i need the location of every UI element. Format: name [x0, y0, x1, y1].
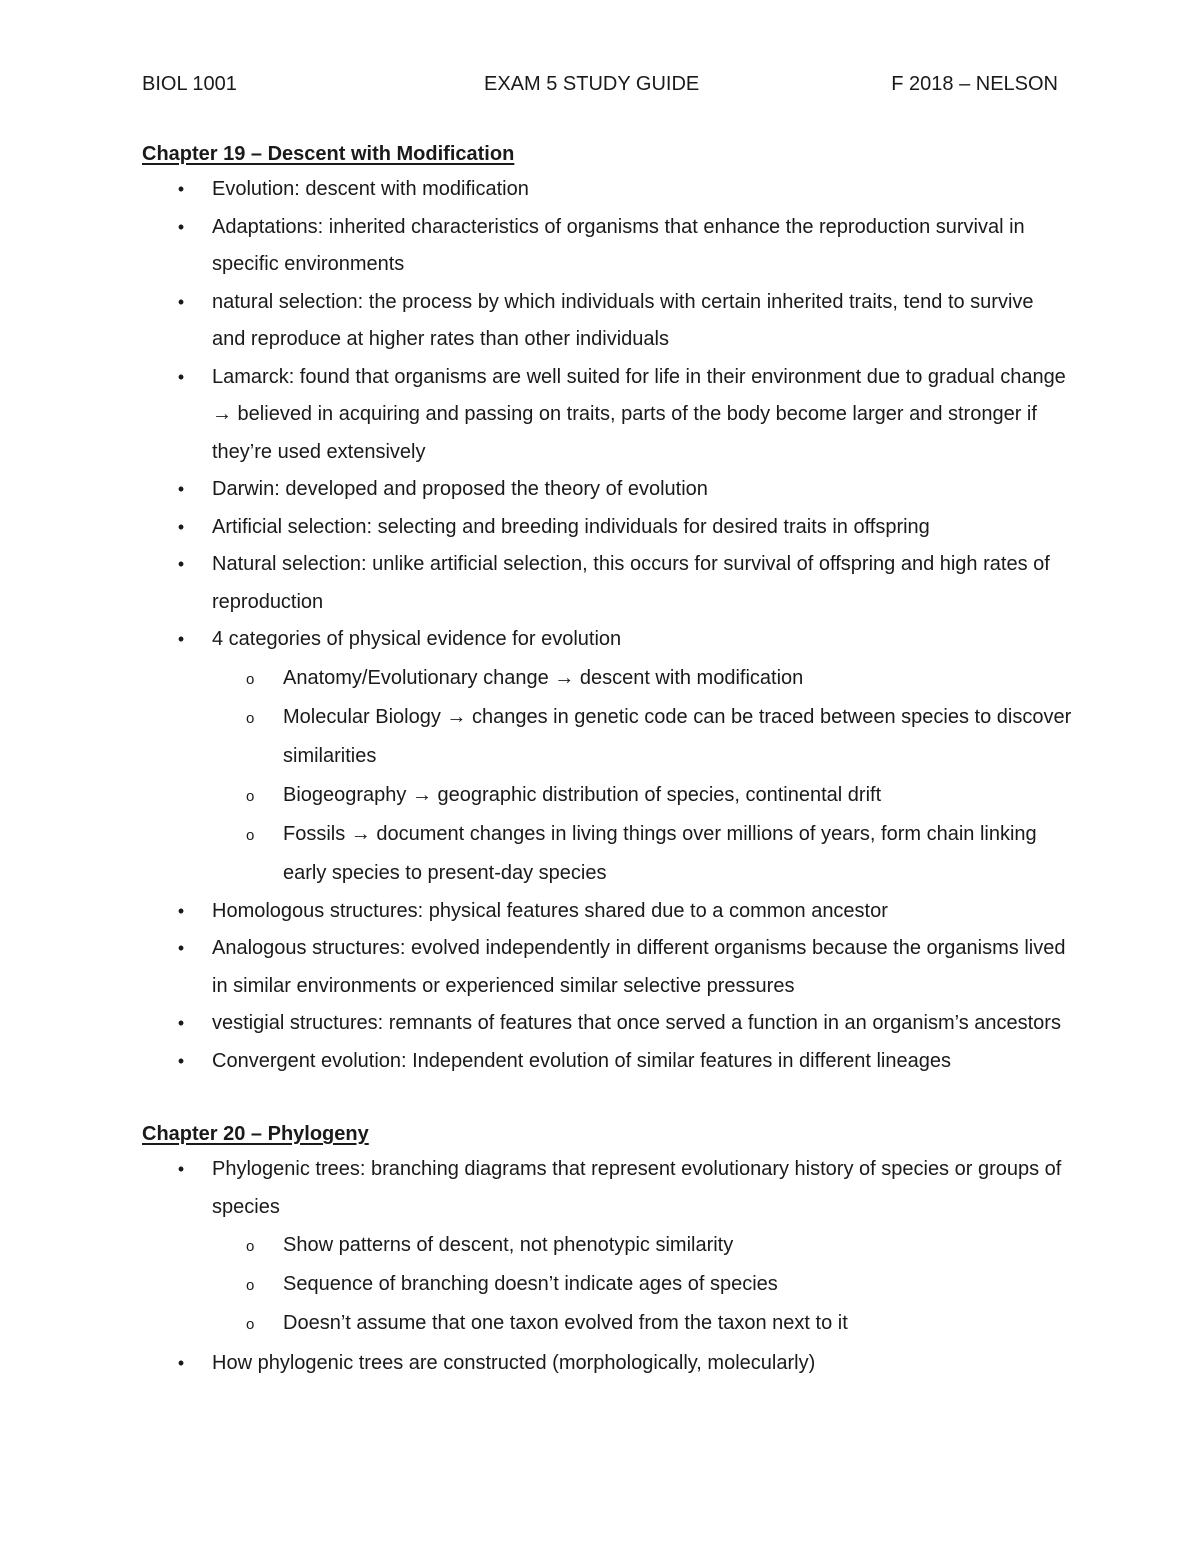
chapter-20-title: Chapter 20 – Phylogeny	[142, 1123, 369, 1145]
bullet-icon: •	[177, 366, 185, 387]
bullet-icon: •	[177, 216, 185, 237]
list-item-text: Darwin: developed and proposed the theory of evolution	[212, 478, 708, 500]
list-item-text: vestigial structures: remnants of features that once served a function in an organism’s ancestors	[212, 1012, 1061, 1034]
sub-list-item-text: Show patterns of descent, not phenotypic similarity	[283, 1234, 734, 1256]
header-term-instructor: F 2018 – NELSON	[891, 73, 1058, 95]
list-item-text: Artificial selection: selecting and breeding individuals for desired traits in offspring	[212, 515, 930, 538]
list-item-text: Convergent evolution: Independent evolution of similar features in different lineages	[212, 1049, 951, 1072]
list-item	[142, 1151, 1072, 1345]
sub-list-item-text: Fossils → document changes in living things over millions of years, form chain linking early species to present-day species	[283, 822, 1037, 884]
list-item	[142, 930, 1072, 1005]
list-item	[142, 1005, 1072, 1043]
bullet-icon: •	[177, 629, 185, 649]
list-item	[142, 359, 1072, 472]
chapter-20-list	[142, 1151, 1072, 1383]
phylogenic-trees-sublist	[212, 1226, 1072, 1345]
list-item	[142, 1345, 1072, 1383]
sub-list-item-text: Biogeography → geographic distribution of species, continental drift	[283, 783, 882, 806]
bullet-icon: •	[177, 1013, 185, 1033]
list-item-text: Analogous structures: evolved independently in different organisms because the organisms lived in similar environments or experienced similar selective pressures	[212, 937, 1066, 997]
circle-bullet-icon: o	[246, 1316, 255, 1333]
bullet-icon: •	[177, 291, 185, 312]
bullet-icon: •	[177, 900, 185, 921]
chapter-19-list	[142, 171, 1072, 1080]
list-item-text: Homologous structures: physical features shared due to a common ancestor	[212, 899, 888, 922]
list-item-text: Lamarck: found that organisms are well suited for life in their environment due to gradual change → believed in acquiring and passing on traits, parts of the body become larger and stronger if they’re used extensively	[212, 365, 1066, 463]
list-item-text: Adaptations: inherited characteristics of organisms that enhance the reproduction survival in specific environments	[212, 215, 1025, 275]
list-item	[142, 171, 1072, 209]
chapter-19-title: Chapter 19 – Descent with Modification	[142, 143, 515, 165]
bullet-icon: •	[177, 179, 185, 199]
circle-bullet-icon: o	[246, 1277, 255, 1294]
sub-list-item	[212, 659, 1072, 698]
list-item-text: 4 categories of physical evidence for evolution	[212, 628, 622, 650]
circle-bullet-icon: o	[246, 1238, 255, 1255]
bullet-icon: •	[177, 1050, 185, 1071]
sub-list-item	[212, 1304, 1072, 1345]
sub-list-item	[212, 815, 1072, 893]
header-course: BIOL 1001	[142, 73, 237, 95]
sub-list-item	[212, 1226, 1072, 1265]
list-item	[142, 893, 1072, 931]
header-title: EXAM 5 STUDY GUIDE	[484, 73, 700, 95]
circle-bullet-icon: o	[246, 709, 255, 727]
bullet-icon: •	[177, 516, 185, 537]
evidence-sublist	[212, 659, 1072, 893]
sub-list-item	[212, 698, 1072, 776]
bullet-icon: •	[177, 554, 185, 574]
list-item-text: Natural selection: unlike artificial selection, this occurs for survival of offspring and high rates of reproduction	[212, 553, 1050, 613]
bullet-icon: •	[177, 1353, 185, 1373]
list-item	[142, 621, 1072, 893]
bullet-icon: •	[177, 1159, 185, 1179]
list-item	[142, 471, 1072, 509]
sub-list-item-text: Molecular Biology → changes in genetic code can be traced between species to discover similarities	[283, 705, 1072, 767]
list-item-text: How phylogenic trees are constructed (morphologically, molecularly)	[212, 1352, 816, 1374]
list-item	[142, 1043, 1072, 1081]
list-item-text: Evolution: descent with modification	[212, 178, 529, 200]
sub-list-item-text: Sequence of branching doesn’t indicate ages of species	[283, 1273, 778, 1295]
list-item	[142, 509, 1072, 547]
list-item	[142, 546, 1072, 621]
circle-bullet-icon: o	[246, 826, 255, 844]
list-item	[142, 284, 1072, 359]
page-header	[142, 69, 1058, 99]
study-guide-content	[142, 137, 1072, 1383]
sub-list-item	[212, 1265, 1072, 1304]
circle-bullet-icon: o	[246, 787, 255, 805]
sub-list-item-text: Anatomy/Evolutionary change → descent with modification	[283, 666, 804, 689]
bullet-icon: •	[177, 938, 185, 958]
circle-bullet-icon: o	[246, 670, 255, 688]
list-item	[142, 209, 1072, 284]
list-item-text: natural selection: the process by which individuals with certain inherited traits, tend to survive and reproduce at higher rates than other individuals	[212, 290, 1034, 350]
list-item-text: Phylogenic trees: branching diagrams that represent evolutionary history of species or groups of species	[212, 1158, 1062, 1218]
bullet-icon: •	[177, 479, 185, 499]
sub-list-item-text: Doesn’t assume that one taxon evolved from the taxon next to it	[283, 1312, 848, 1334]
sub-list-item	[212, 776, 1072, 815]
